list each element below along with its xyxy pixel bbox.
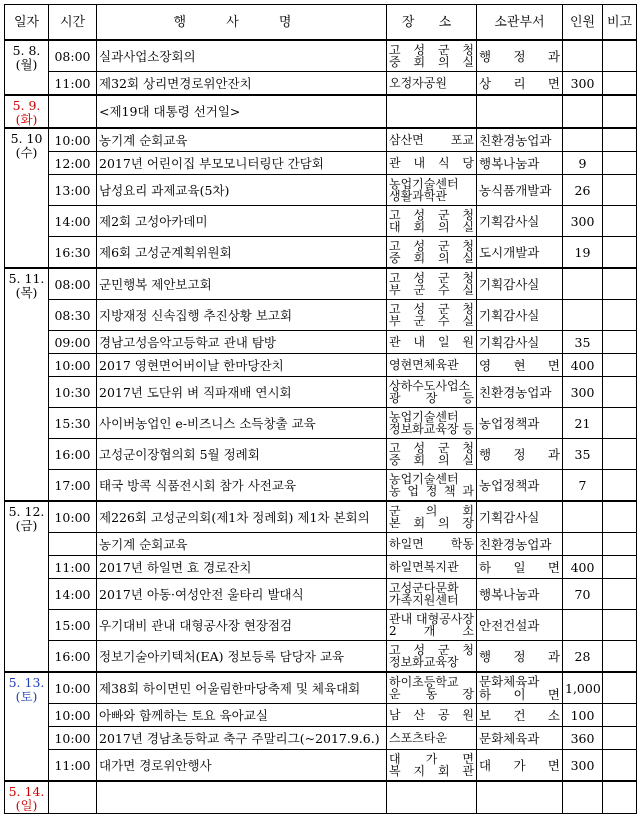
place-cell: 농업기술센터 농 업 정 책 과: [387, 470, 477, 502]
table-row: [5, 128, 637, 152]
count-cell: [563, 300, 603, 331]
event-cell: 2017년 하일면 효 경로잔치: [97, 556, 387, 579]
date-cell: 5. 11. (목): [5, 268, 49, 501]
count-cell: 9: [563, 152, 603, 175]
place-cell: 관내 대형공사장 2 개 소: [387, 610, 477, 641]
time-cell: 08:30: [49, 300, 97, 331]
table-row: [5, 704, 637, 727]
dept-cell: 기획감사실: [477, 268, 563, 300]
place-cell: 대 가 면 복 지 회 관: [387, 750, 477, 782]
count-cell: 35: [563, 439, 603, 470]
table-row: [5, 533, 637, 556]
event-cell: [97, 781, 387, 814]
dept-cell: 농업정책과: [477, 408, 563, 439]
time-cell: 15:00: [49, 610, 97, 641]
table-row: [5, 672, 637, 704]
count-cell: [563, 501, 603, 533]
event-cell: 농기계 순회교육: [97, 128, 387, 152]
event-cell: 아빠와 함께하는 토요 육아교실: [97, 704, 387, 727]
count-cell: [563, 95, 603, 128]
note-cell: [603, 95, 637, 128]
place-cell: 하일면복지관: [387, 556, 477, 579]
date-cell: 5. 10 (수): [5, 128, 49, 268]
event-cell: 남성요리 과제교육(5차): [97, 175, 387, 206]
table-row: [5, 354, 637, 377]
date-cell: 5. 13. (토): [5, 672, 49, 781]
header-count: 인원: [563, 5, 603, 41]
note-cell: [603, 268, 637, 300]
event-cell: 실과사업소장회의: [97, 40, 387, 72]
note-cell: [603, 175, 637, 206]
date-cell: 5. 9. (화): [5, 95, 49, 128]
time-cell: 14:00: [49, 579, 97, 610]
table-row: [5, 501, 637, 533]
note-cell: [603, 556, 637, 579]
dept-cell: 행 정 과: [477, 439, 563, 470]
header-dept: 소관부서: [477, 5, 563, 41]
note-cell: [603, 727, 637, 750]
note-cell: [603, 672, 637, 704]
place-cell: 고성군다문화 가족지원센터: [387, 579, 477, 610]
note-cell: [603, 501, 637, 533]
event-cell: 2017 영현면어버이날 한마당잔치: [97, 354, 387, 377]
place-cell: 관 내 일 원: [387, 331, 477, 354]
event-cell: 2017년 경남초등학교 축구 주말리그(~2017.9.6.): [97, 727, 387, 750]
date-cell: 5. 12. (금): [5, 501, 49, 672]
place-cell: [387, 95, 477, 128]
count-cell: [563, 610, 603, 641]
time-cell: 15:30: [49, 408, 97, 439]
place-cell: 고 성 군 청 정보화교육장: [387, 641, 477, 673]
place-cell: 농업기술센터 정보화교육장 등: [387, 408, 477, 439]
place-cell: 삼산면 포교: [387, 128, 477, 152]
dept-cell: 영 현 면: [477, 354, 563, 377]
dept-cell: 문화체육과: [477, 727, 563, 750]
count-cell: 300: [563, 206, 603, 237]
note-cell: [603, 750, 637, 782]
dept-cell: [477, 781, 563, 814]
event-cell: 사이버농업인 e-비즈니스 소득창출 교육: [97, 408, 387, 439]
table-header: [5, 5, 637, 41]
place-cell: 고 성 군 청 대 회 의 실: [387, 206, 477, 237]
count-cell: [563, 268, 603, 300]
event-cell: 경남고성음악고등학교 관내 탐방: [97, 331, 387, 354]
place-cell: 하일면 학동: [387, 533, 477, 556]
place-cell: 고 성 군 청 중 회 의 실: [387, 237, 477, 269]
table-row: [5, 152, 637, 175]
note-cell: [603, 781, 637, 814]
time-cell: 10:00: [49, 128, 97, 152]
header-place: 장 소: [387, 5, 477, 41]
event-cell: 고성군이장협의회 5월 정례회: [97, 439, 387, 470]
note-cell: [603, 300, 637, 331]
dept-cell: 하 일 면: [477, 556, 563, 579]
event-cell: 2017년 어린이집 부모모니터링단 간담회: [97, 152, 387, 175]
table-row: [5, 268, 637, 300]
dept-cell: 기획감사실: [477, 300, 563, 331]
header-note: 비고: [603, 5, 637, 41]
note-cell: [603, 128, 637, 152]
table-row: [5, 331, 637, 354]
count-cell: [563, 781, 603, 814]
note-cell: [603, 152, 637, 175]
event-cell: 태국 방콕 식품전시회 참가 사전교육: [97, 470, 387, 502]
header-event: 행 사 명: [97, 5, 387, 41]
event-cell: 제38회 하이면민 어울림한마당축제 및 체육대회: [97, 672, 387, 704]
dept-cell: 행복나눔과: [477, 152, 563, 175]
count-cell: 100: [563, 704, 603, 727]
header-time: 시간: [49, 5, 97, 41]
note-cell: [603, 439, 637, 470]
dept-cell: [477, 95, 563, 128]
table-row: [5, 40, 637, 72]
count-cell: 28: [563, 641, 603, 673]
table-row: [5, 641, 637, 673]
dept-cell: 친환경농업과: [477, 377, 563, 408]
count-cell: 300: [563, 72, 603, 96]
place-cell: 하이초등학교 운 동 장: [387, 672, 477, 704]
count-cell: [563, 40, 603, 72]
table-row: [5, 300, 637, 331]
time-cell: 10:00: [49, 501, 97, 533]
dept-cell: 행 정 과: [477, 641, 563, 673]
event-cell: 농기계 순회교육: [97, 533, 387, 556]
place-cell: 농업기술센터 생활과학관: [387, 175, 477, 206]
table-row: [5, 556, 637, 579]
time-cell: [49, 781, 97, 814]
place-cell: 고 성 군 청 중 회 의 실: [387, 439, 477, 470]
note-cell: [603, 72, 637, 96]
count-cell: 360: [563, 727, 603, 750]
event-cell: 정보기술아키텍처(EA) 정보등록 담당자 교육: [97, 641, 387, 673]
event-cell: 2017년 아동·여성안전 울타리 발대식: [97, 579, 387, 610]
dept-cell: 문화체육과 하 이 면: [477, 672, 563, 704]
place-cell: [387, 781, 477, 814]
time-cell: 10:00: [49, 354, 97, 377]
count-cell: 19: [563, 237, 603, 269]
time-cell: 10:00: [49, 672, 97, 704]
note-cell: [603, 206, 637, 237]
place-cell: 고 성 군 청 중 회 의 실: [387, 40, 477, 72]
time-cell: 11:00: [49, 750, 97, 782]
event-cell: 2017년 도단위 벼 직파재배 연시회: [97, 377, 387, 408]
note-cell: [603, 408, 637, 439]
note-cell: [603, 40, 637, 72]
count-cell: 21: [563, 408, 603, 439]
note-cell: [603, 641, 637, 673]
count-cell: 400: [563, 354, 603, 377]
time-cell: 17:00: [49, 470, 97, 502]
dept-cell: 친환경농업과: [477, 533, 563, 556]
dept-cell: 상 리 면: [477, 72, 563, 96]
table-row: [5, 237, 637, 269]
count-cell: [563, 533, 603, 556]
time-cell: [49, 95, 97, 128]
time-cell: 10:30: [49, 377, 97, 408]
place-cell: 군 의 회 본 회 의 장: [387, 501, 477, 533]
dept-cell: 행 정 과: [477, 40, 563, 72]
dept-cell: 농업정책과: [477, 470, 563, 502]
time-cell: 12:00: [49, 152, 97, 175]
time-cell: [49, 533, 97, 556]
table-row: [5, 579, 637, 610]
event-cell: 제6회 고성군계획위원회: [97, 237, 387, 269]
note-cell: [603, 704, 637, 727]
time-cell: 11:00: [49, 72, 97, 96]
note-cell: [603, 237, 637, 269]
time-cell: 16:30: [49, 237, 97, 269]
event-cell: 대가면 경로위안행사: [97, 750, 387, 782]
dept-cell: 보 건 소: [477, 704, 563, 727]
time-cell: 11:00: [49, 556, 97, 579]
dept-cell: 대 가 면: [477, 750, 563, 782]
dept-cell: 행복나눔과: [477, 579, 563, 610]
event-cell: 군민행복 제안보고회: [97, 268, 387, 300]
time-cell: 09:00: [49, 331, 97, 354]
count-cell: 26: [563, 175, 603, 206]
table-row: [5, 72, 637, 96]
time-cell: 14:00: [49, 206, 97, 237]
time-cell: 16:00: [49, 641, 97, 673]
dept-cell: 기획감사실: [477, 501, 563, 533]
table-row: [5, 175, 637, 206]
table-row: [5, 470, 637, 502]
place-cell: 영현면체육관: [387, 354, 477, 377]
place-cell: 오정자공원: [387, 72, 477, 96]
place-cell: 남 산 공 원: [387, 704, 477, 727]
table-row: [5, 439, 637, 470]
schedule-table: [4, 4, 637, 814]
dept-cell: 기획감사실: [477, 206, 563, 237]
count-cell: 7: [563, 470, 603, 502]
time-cell: 10:00: [49, 727, 97, 750]
time-cell: 10:00: [49, 704, 97, 727]
table-row: [5, 727, 637, 750]
place-cell: 관 내 식 당: [387, 152, 477, 175]
place-cell: 고 성 군 청 부 군 수 실: [387, 300, 477, 331]
table-row: [5, 206, 637, 237]
event-cell: <제19대 대통령 선거일>: [97, 95, 387, 128]
count-cell: [563, 128, 603, 152]
note-cell: [603, 354, 637, 377]
note-cell: [603, 377, 637, 408]
count-cell: 400: [563, 556, 603, 579]
date-cell: 5. 14. (일): [5, 781, 49, 814]
event-cell: 지방재정 신속집행 추진상황 보고회: [97, 300, 387, 331]
count-cell: 300: [563, 750, 603, 782]
note-cell: [603, 533, 637, 556]
time-cell: 16:00: [49, 439, 97, 470]
dept-cell: 안전건설과: [477, 610, 563, 641]
note-cell: [603, 579, 637, 610]
date-cell: 5. 8. (월): [5, 40, 49, 95]
header-date: 일자: [5, 5, 49, 41]
table-row: [5, 377, 637, 408]
note-cell: [603, 470, 637, 502]
event-cell: 제2회 고성아카데미: [97, 206, 387, 237]
place-cell: 고 성 군 청 부 군 수 실: [387, 268, 477, 300]
table-row: [5, 610, 637, 641]
place-cell: 스포츠타운: [387, 727, 477, 750]
count-cell: 300: [563, 377, 603, 408]
note-cell: [603, 610, 637, 641]
table-body: [5, 40, 637, 814]
table-row: [5, 781, 637, 814]
dept-cell: 기획감사실: [477, 331, 563, 354]
time-cell: 08:00: [49, 268, 97, 300]
count-cell: 1,000: [563, 672, 603, 704]
dept-cell: 친환경농업과: [477, 128, 563, 152]
place-cell: 상하수도사업소 광 장 등: [387, 377, 477, 408]
table-row: [5, 750, 637, 782]
time-cell: 08:00: [49, 40, 97, 72]
note-cell: [603, 331, 637, 354]
time-cell: 13:00: [49, 175, 97, 206]
count-cell: 35: [563, 331, 603, 354]
event-cell: 제226회 고성군의회(제1차 정례회) 제1차 본회의: [97, 501, 387, 533]
schedule-document: [4, 4, 636, 814]
dept-cell: 도시개발과: [477, 237, 563, 269]
table-row: [5, 95, 637, 128]
dept-cell: 농식품개발과: [477, 175, 563, 206]
count-cell: 70: [563, 579, 603, 610]
event-cell: 제32회 상리면경로위안잔치: [97, 72, 387, 96]
table-row: [5, 408, 637, 439]
event-cell: 우기대비 관내 대형공사장 현장점검: [97, 610, 387, 641]
